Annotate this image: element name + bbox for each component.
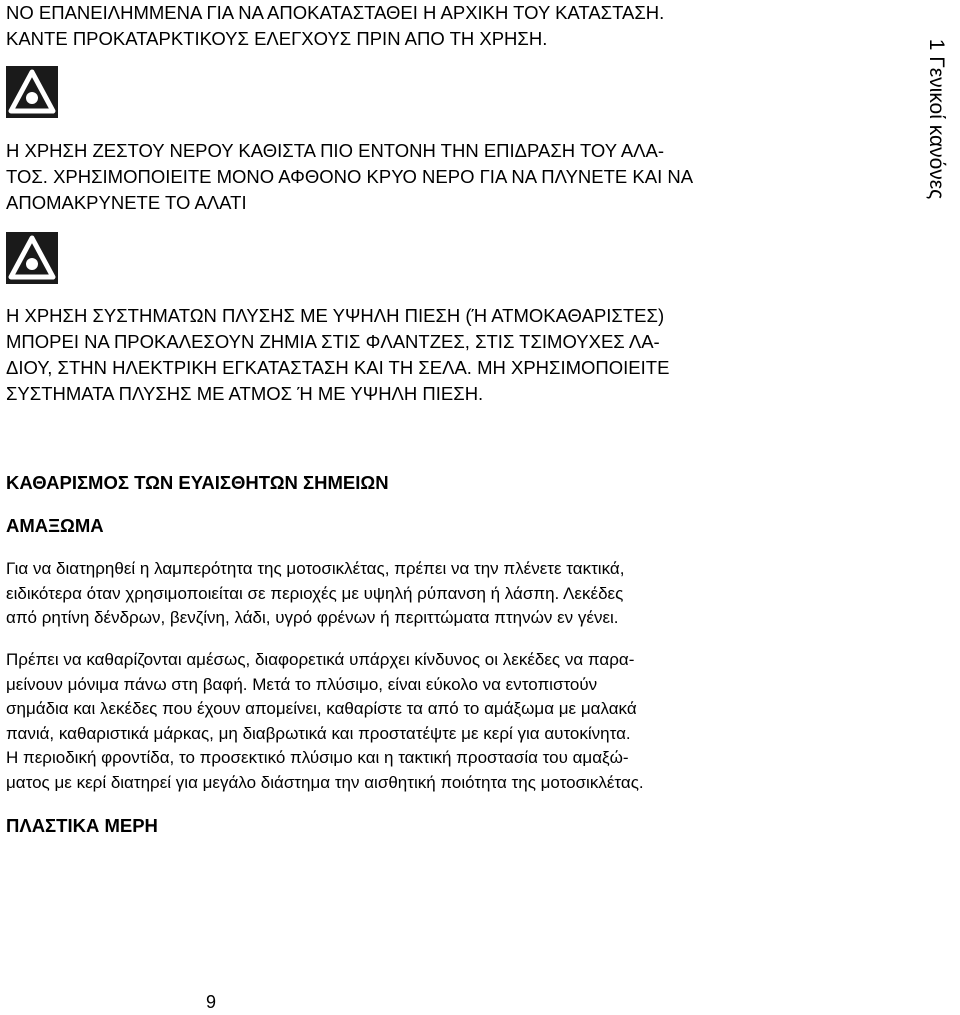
paragraph-line: σημάδια και λεκέδες που έχουν απομείνει, καθαρίστε τα από το αμάξωμα με μαλακά [6, 699, 637, 718]
body-paragraph-1 [6, 557, 796, 631]
paragraph-line: Πρέπει να καθαρίζονται αμέσως, διαφορετικά υπάρχει κίνδυνος οι λεκέδες να παρα- [6, 650, 635, 669]
sub-heading-plastic: ΠΛΑΣΤΙΚΑ ΜΕΡΗ [6, 815, 158, 836]
sub-heading-body: ΑΜΑΞΩΜΑ [6, 515, 104, 536]
warning-line: ΣΥΣΤΗΜΑΤΑ ΠΛΥΣΗΣ ΜΕ ΑΤΜΟΣ Ή ΜΕ ΥΨΗΛΗ ΠΙΕΣΗ. [6, 383, 484, 404]
paragraph-line: ειδικότερα όταν χρησιμοποιείται σε περιοχές με υψηλή ρύπανση ή λάσπη. Λεκέδες [6, 583, 624, 603]
warning-high-pressure [6, 303, 796, 407]
paragraph-line: ματος με κερί διατηρεί για μεγάλο διάστημα την αισθητική ποιότητα της μοτοσικλέτας. [6, 772, 644, 792]
page-number: 9 [206, 992, 217, 1012]
paragraph-line: από ρητίνη δένδρων, βενζίνη, λάδι, υγρό φρένων ή περιττώματα πτηνών εν γένει. [6, 608, 619, 627]
warning-line: ΑΠΟΜΑΚΡΥΝΕΤΕ ΤΟ ΑΛΑΤΙ [6, 192, 247, 213]
paragraph-line: Για να διατηρηθεί η λαμπερότητα της μοτοσικλέτας, πρέπει να την πλένετε τακτικά, [6, 559, 625, 578]
paragraph-line: πανιά, καθαριστικά μάρκας, μη διαβρωτικά και προστατέψτε με κερί για αυτοκίνητα. [6, 723, 631, 743]
paragraph-line: μείνουν μόνιμα πάνω στη βαφή. Μετά το πλύσιμο, είναι εύκολο να εντοπιστούν [6, 674, 598, 694]
warning-symbol-icon [6, 232, 58, 284]
warning-line: ΜΠΟΡΕΙ ΝΑ ΠΡΟΚΑΛΕΣΟΥΝ ΖΗΜΙΑ ΣΤΙΣ ΦΛΑΝΤΖΕΣ, ΣΤΙΣ ΤΣΙΜΟΥΧΕΣ ΛΑ- [6, 331, 660, 352]
warning-line: Η ΧΡΗΣΗ ΖΕΣΤΟΥ ΝΕΡΟΥ ΚΑΘΙΣΤΑ ΠΙΟ ΕΝΤΟΝΗ ΤΗΝ ΕΠΙΔΡΑΣΗ ΤΟΥ ΑΛΑ- [6, 140, 665, 161]
section-heading: ΚΑΘΑΡΙΣΜΟΣ ΤΩΝ ΕΥΑΙΣΘΗΤΩΝ ΣΗΜΕΙΩΝ [6, 472, 389, 493]
paragraph-line: Η περιοδική φροντίδα, το προσεκτικό πλύσιμο και η τακτική προστασία του αμαξώ- [6, 748, 629, 767]
section-tab [918, 26, 954, 211]
intro-text [6, 0, 796, 52]
warning-symbol-icon [6, 66, 58, 118]
section-tab-label: 1 Γενικοί κανόνες [925, 38, 948, 199]
warning-line: ΔΙΟΥ, ΣΤΗΝ ΗΛΕΚΤΡΙΚΗ ΕΓΚΑΤΑΣΤΑΣΗ ΚΑΙ ΤΗ ΣΕΛΑ. ΜΗ ΧΡΗΣΙΜΟΠΟΙΕΙΤΕ [6, 357, 670, 378]
warning-line: Η ΧΡΗΣΗ ΣΥΣΤΗΜΑΤΩΝ ΠΛΥΣΗΣ ΜΕ ΥΨΗΛΗ ΠΙΕΣΗ (Ή ΑΤΜΟΚΑΘΑΡΙΣΤΕΣ) [6, 305, 665, 326]
intro-line: ΚΑΝΤΕ ΠΡΟΚΑΤΑΡΚΤΙΚΟΥΣ ΕΛΕΓΧΟΥΣ ΠΡΙΝ ΑΠΟ ΤΗ ΧΡΗΣΗ. [6, 28, 548, 49]
body-paragraph-2 [6, 648, 796, 795]
warning-hot-water [6, 138, 796, 216]
warning-line: ΤΟΣ. ΧΡΗΣΙΜΟΠΟΙΕΙΤΕ ΜΟΝΟ ΑΦΘΟΝΟ ΚΡΥΟ ΝΕΡΟ ΓΙΑ ΝΑ ΠΛΥΝΕΤΕ ΚΑΙ ΝΑ [6, 166, 694, 187]
intro-line: ΝΟ ΕΠΑΝΕΙΛΗΜΜΕΝΑ ΓΙΑ ΝΑ ΑΠΟΚΑΤΑΣΤΑΘΕΙ Η ΑΡΧΙΚΗ ΤΟΥ ΚΑΤΑΣΤΑΣΗ. [6, 2, 665, 23]
